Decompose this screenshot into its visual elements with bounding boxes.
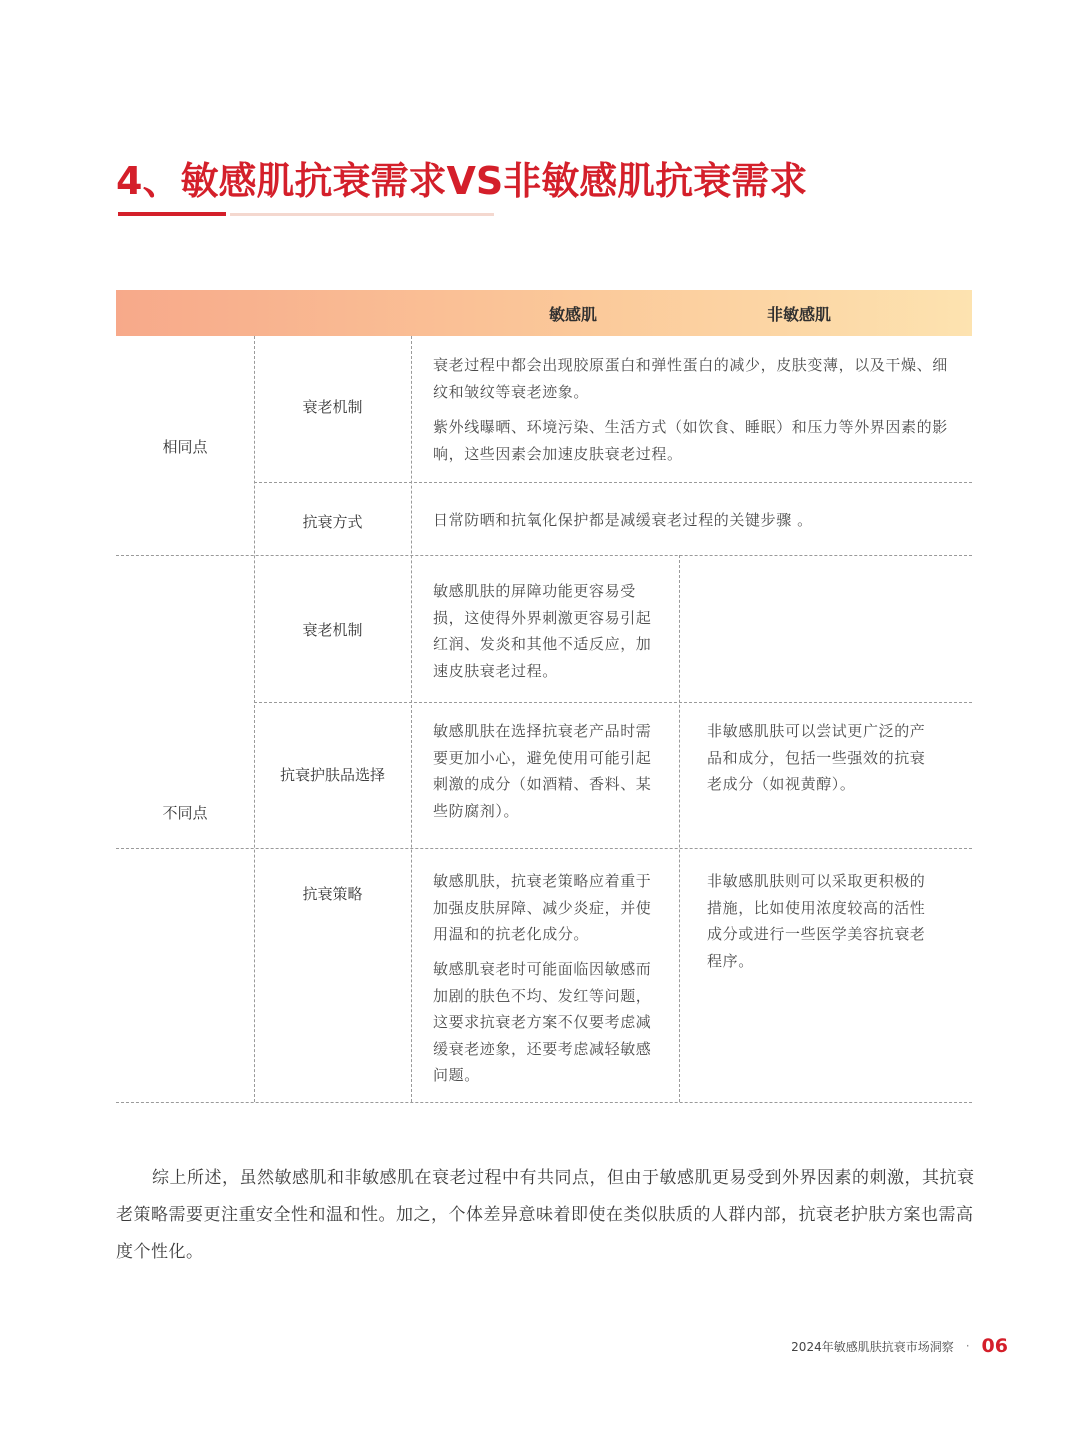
same-mechanism-text-2: 紫外线曝晒、环境污染、生活方式（如饮食、睡眠）和压力等外界因素的影响，这些因素会加速皮肤衰老过程。 xyxy=(433,418,948,463)
diff-strategy-non-sensitive: 非敏感肌肤则可以采取更积极的措施，比如使用浓度较高的活性成分或进行一些医学美容抗衰老程序。 xyxy=(707,872,926,970)
same-mechanism-text-1: 衰老过程中都会出现胶原蛋白和弹性蛋白的减少，皮肤变薄，以及干燥、细纹和皱纹等衰老迹象。 xyxy=(433,356,948,401)
row-label-diff-mechanism: 衰老机制 xyxy=(302,621,363,639)
summary-paragraph: 综上所述，虽然敏感肌和非敏感肌在衰老过程中有共同点，但由于敏感肌更易受到外界因素的刺激，其抗衰老策略需要更注重安全性和温和性。加之，个体差异意味着即使在类似肤质的人群内部，抗衰老护肤方案也需高度个性化。 xyxy=(116,1168,975,1262)
table-header xyxy=(116,290,972,336)
table-bottom-border xyxy=(116,1102,972,1103)
page-number: 06 xyxy=(981,1335,1008,1357)
header-sensitive: 敏感肌 xyxy=(548,305,597,324)
same-method-text: 日常防晒和抗氧化保护都是减缓衰老过程的关键步骤 。 xyxy=(433,511,813,529)
row-label-same-method: 抗衰方式 xyxy=(302,513,363,531)
underline-light xyxy=(230,213,494,216)
diff-strategy-sensitive-2: 敏感肌衰老时可能面临因敏感而加剧的肤色不均、发红等问题，这要求抗衰老方案不仅要考虑减缓衰老迹象，还要考虑减轻敏感问题。 xyxy=(433,960,652,1084)
group-divider xyxy=(116,555,972,556)
footer-report-title: 2024年敏感肌肤抗衰市场洞察 xyxy=(791,1339,954,1354)
row-label-same-mechanism: 衰老机制 xyxy=(302,398,363,416)
row-label-diff-products: 抗衰护肤品选择 xyxy=(279,766,385,784)
page-title: 4、敏感肌抗衰需求VS非敏感肌抗衰需求 xyxy=(116,159,808,203)
title-underline xyxy=(118,212,494,216)
column-divider xyxy=(679,555,680,1102)
footer-separator: · xyxy=(965,1339,970,1353)
row-divider xyxy=(254,482,972,483)
page-footer xyxy=(791,1332,1008,1360)
diff-mechanism-sensitive: 敏感肌肤的屏障功能更容易受损，这使得外界刺激更容易引起红润、发炎和其他不适反应，加速皮肤衰老过程。 xyxy=(433,582,652,680)
column-divider xyxy=(411,336,412,1102)
diff-products-sensitive: 敏感肌肤在选择抗衰老产品时需要更加小心，避免使用可能引起刺激的成分（如酒精、香料、某些防腐剂）。 xyxy=(433,722,652,820)
column-divider xyxy=(254,336,255,1102)
diff-products-non-sensitive: 非敏感肌肤可以尝试更广泛的产品和成分，包括一些强效的抗衰老成分（如视黄醇）。 xyxy=(707,722,926,793)
diff-strategy-sensitive-1: 敏感肌肤，抗衰老策略应着重于加强皮肤屏障、减少炎症，并使用温和的抗老化成分。 xyxy=(433,872,652,943)
group-label-same: 相同点 xyxy=(162,438,208,456)
row-divider xyxy=(254,702,972,703)
comparison-table xyxy=(116,290,972,1104)
underline-accent xyxy=(118,212,226,216)
group-label-diff: 不同点 xyxy=(162,804,208,822)
row-label-diff-strategy: 抗衰策略 xyxy=(302,885,363,903)
row-divider xyxy=(116,848,972,849)
header-non-sensitive: 非敏感肌 xyxy=(766,305,831,324)
